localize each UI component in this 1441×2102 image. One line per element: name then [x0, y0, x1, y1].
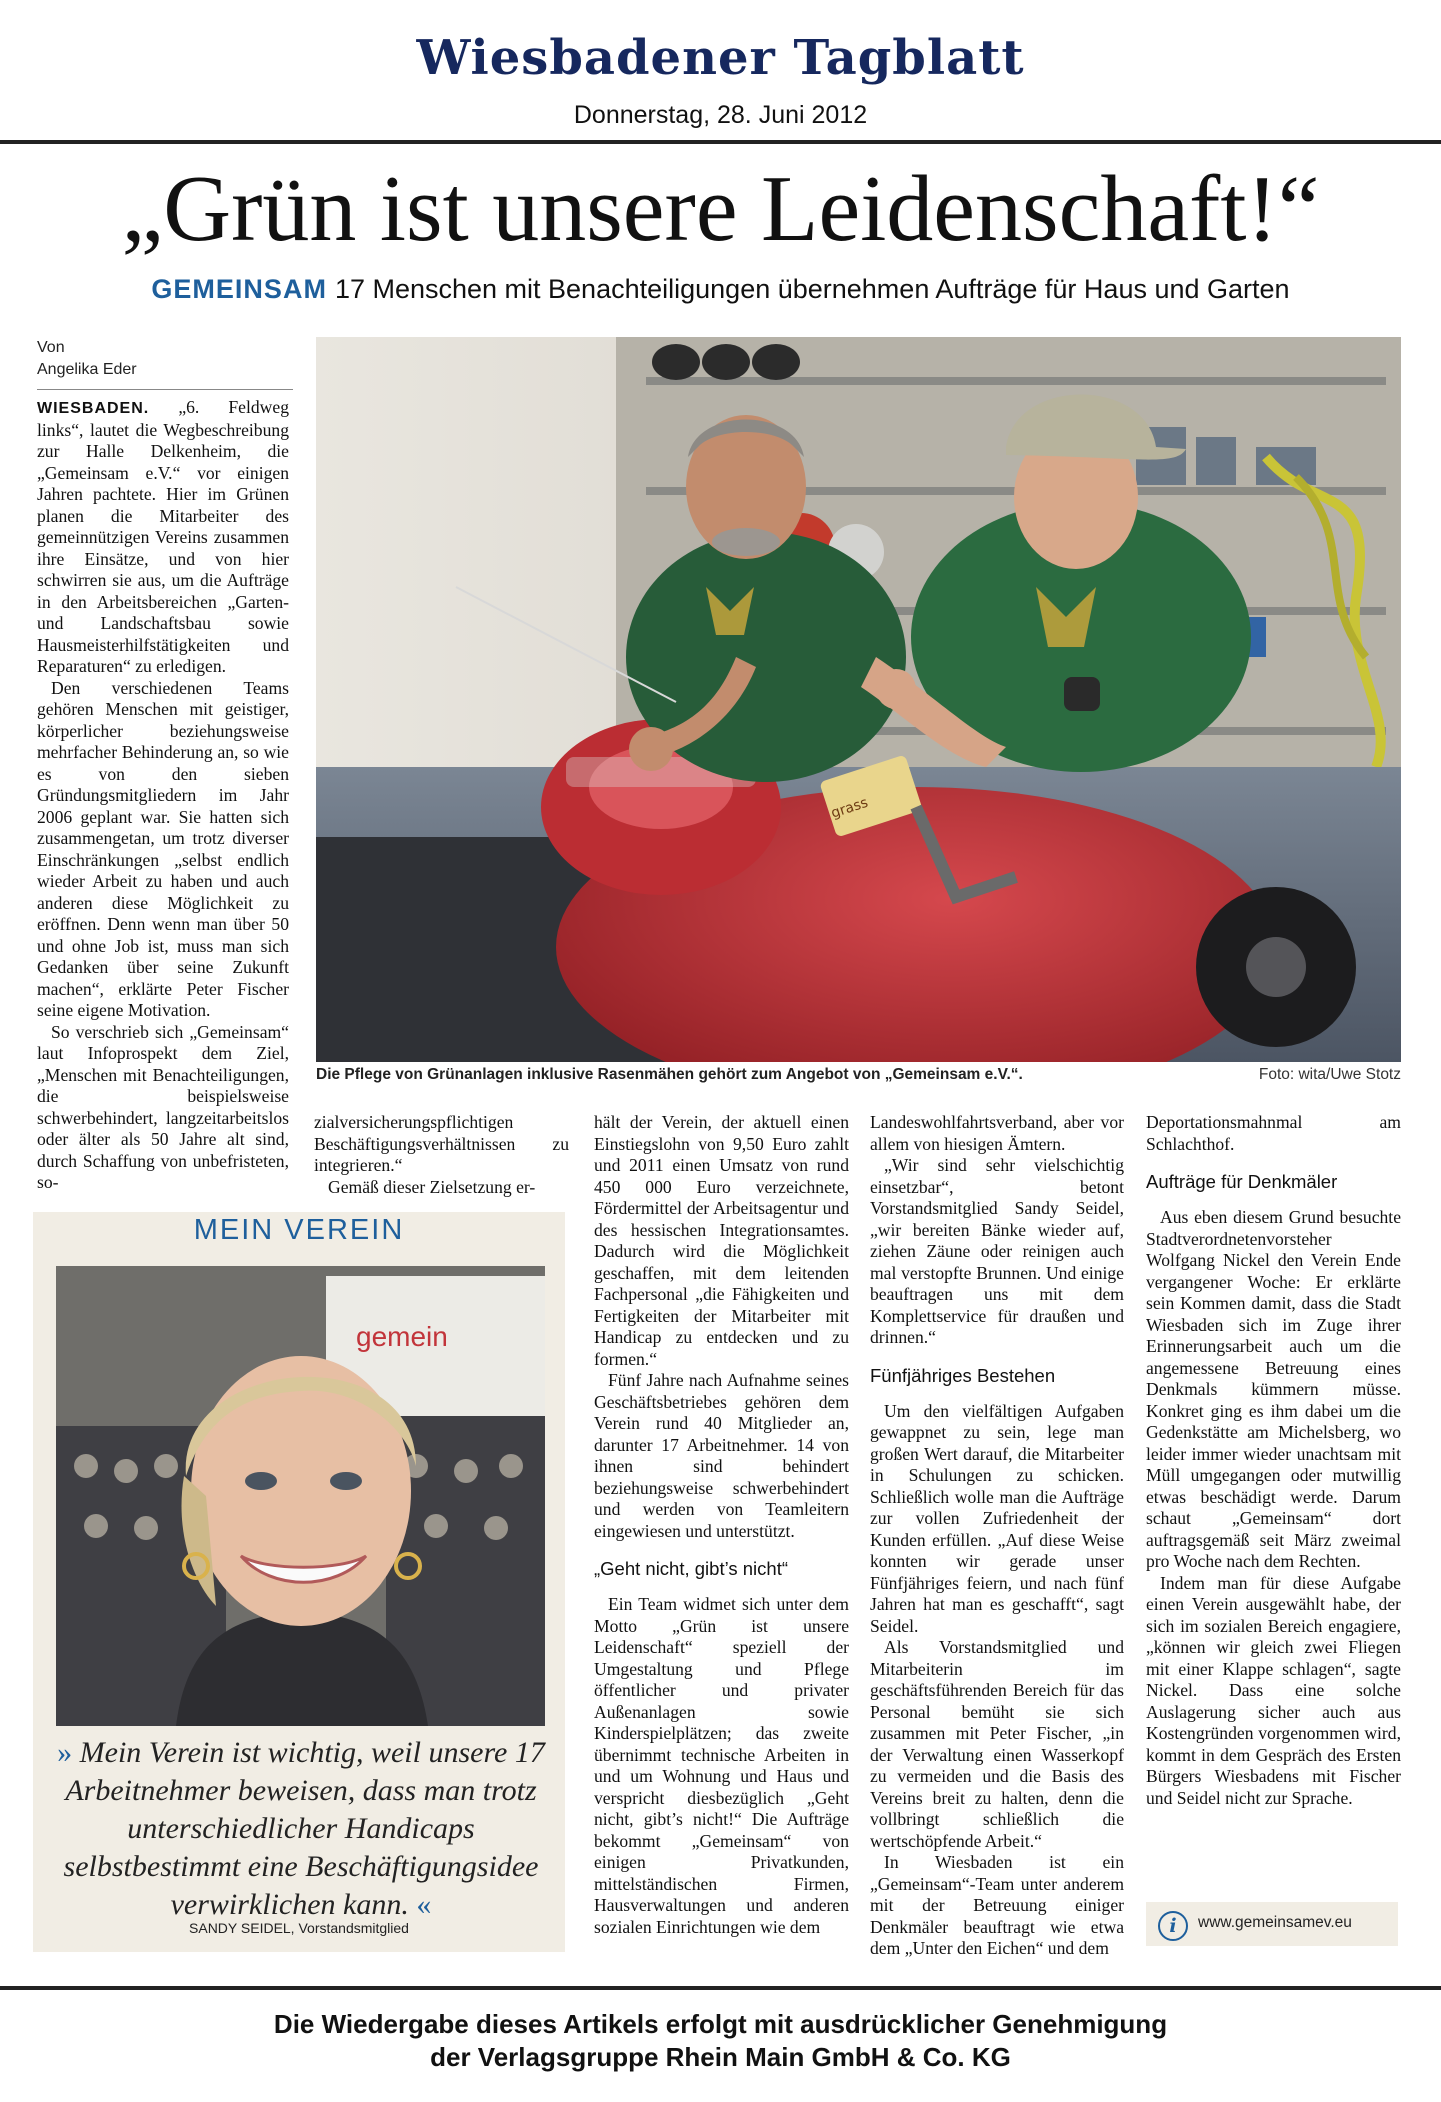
article-paragraph: Als Vorstandsmitglied und Mitarbeiterin im geschäftsführenden Bereich für das Personal bemüht sie sich zusammen mit Peter Fischer, „in der Verwaltung einen Wasserkopf zu vermeiden und die Basis des Vereins breit zu halten, denn die vollbringt schließlich die wertschöpfende Arbeit.“	[870, 1637, 1124, 1851]
website-link[interactable]: www.gemeinsamev.eu	[1198, 1914, 1352, 1931]
byline-prefix: Von	[37, 339, 65, 356]
article-paragraph: Ein Team widmet sich unter dem Motto „Grün ist unsere Leidenschaft“ speziell der Umgestaltung und Pflege öffentlicher und privater Außenanlagen sowie Kinderspielplätzen; das zweite übernimmt technische Arbeiten in und um Wohnung und Haus und verspricht diesbezüglich „Geht nicht, gibt’s nicht!“ Die Aufträge bekommt „Gemeinsam“ von einigen Privatkunden, mittelständischen Firmen, Hausverwaltungen und anderen sozialen Einrichtungen wie dem	[594, 1594, 849, 1937]
quote-text: Mein Verein ist wichtig, weil unsere 17 Arbeitnehmer beweisen, dass man trotz unterschiedlicher Handicaps selbstbestimmt eine Beschäftigungsidee verwirklichen kann.	[63, 1736, 545, 1921]
caption-text: Die Pflege von Grünanlagen inklusive Rasenmähen gehört zum Angebot von „Gemeinsam e.V.“.	[316, 1066, 1023, 1083]
article-paragraph: In Wiesbaden ist ein „Gemeinsam“-Team unter anderem mit der Betreuung einiger Denkmäler beauftragt wie etwa dem „Unter den Eichen“ und dem	[870, 1852, 1124, 1958]
info-box	[1146, 1902, 1398, 1946]
article-paragraph: Gemäß dieser Zielsetzung er-	[328, 1176, 536, 1197]
article-paragraph: Indem man für diese Aufgabe einen Verein ausgewählt habe, der sich im sozialen Bereich engagiere, „können wir gleich zwei Fliegen mit einer Klappe schlagen“, sagte Nickel. Dass eine solche Auslagerung sicher auch aus Kostengründen vorgenommen wird, kommt in dem Gespräch des Ersten Bürgers Wiesbadens mit Fischer und Seidel nicht zur Sprache.	[1146, 1572, 1401, 1808]
portrait-sandy-seidel	[56, 1266, 545, 1726]
article-paragraph: Landeswohlfahrtsverband, aber vor allem von hiesigen Ämtern.	[870, 1112, 1124, 1154]
headline: „Grün ist unsere Leidenschaft!“	[121, 157, 1320, 261]
quote-open-mark: »	[57, 1736, 73, 1769]
portrait-photo	[56, 1266, 545, 1726]
kicker: GEMEINSAM	[151, 274, 327, 304]
reprint-notice	[0, 2008, 1441, 2074]
photo-mower-repair	[316, 337, 1401, 1062]
article-paragraph: „Wir sind sehr vielschichtig einsetzbar“, betont Vorstandsmitglied Sandy Seidel, „wir bereiten Bänke wieder auf, ziehen Zäune oder reinigen auch mal verstopfte Brunnen. Und einige beauftragen uns mit dem Komplettservice für draußen und drinnen.“	[870, 1155, 1124, 1347]
quote-author: SANDY SEIDEL, Vorstandsmitglied	[189, 1920, 409, 1936]
article-paragraph: Um den vielfältigen Aufgaben gewappnet zu sein, lege man großen Wert darauf, die Mitarbeiter in Schulungen zu schicken. Schließlich wolle man die Aufträge zur vollen Zufriedenheit der Kunden erfüllen. „Auf diese Weise konnten wir gerade unser Fünfjähriges feiern, und nach fünf Jahren hat man es geschafft“, sagt Seidel.	[870, 1400, 1124, 1636]
article-paragraph: zialversicherungspflichtigen Beschäftigungsverhältnissen zu integrieren.“	[314, 1112, 569, 1175]
quote-close-mark: «	[416, 1888, 432, 1921]
article-paragraph: Den verschiedenen Teams gehören Menschen mit geistiger, körperlicher beziehungsweise mehrfacher Behinderung an, so wie es von den sieben Gründungsmitgliedern im Jahr 2006 geplant war. Sie hatten sich zusammengetan, um trotz diverser Einschränkungen „selbst endlich wieder Arbeit zu haben und auch anderen diese Möglichkeit zu eröffnen. Denn wenn man über 50 und ohne Job ist, muss man sich Gedanken über seine Zukunft machen“, erklärte Peter Fischer seine eigene Motivation.	[37, 677, 289, 1020]
byline-author: Angelika Eder	[37, 361, 137, 378]
section-heading: Aufträge für Denkmäler	[1146, 1171, 1338, 1192]
article-column-1	[37, 397, 289, 1194]
article-paragraph: So verschrieb sich „Gemeinsam“ laut Infoprospekt dem Ziel, „Menschen mit Benachteiligungen, die beispielsweise schwerbehindert, langzeitarbeitslos oder älter als 50 Jahre alt sind, durch Schaffung von unbefristeten, so-	[37, 1021, 289, 1192]
article-paragraph: Deportationsmahnmal am Schlachthof.	[1146, 1112, 1401, 1154]
photo-credit: Foto: wita/Uwe Stotz	[1258, 1066, 1401, 1083]
article-column-5	[1146, 1112, 1401, 1809]
article-paragraph: Fünf Jahre nach Aufnahme seines Geschäftsbetriebes gehören dem Verein rund 40 Mitglieder an, darunter 17 Arbeitnehmer. 14 von ihnen sind behindert beziehungsweise schwerbehindert und werden von Teamleitern eingewiesen und unterstützt.	[594, 1370, 849, 1541]
subhead-text: 17 Menschen mit Benachteiligungen übernehmen Aufträge für Haus und Garten	[334, 274, 1290, 304]
box-title: MEIN VEREIN	[193, 1214, 405, 1246]
banner-text: gemein	[356, 1321, 448, 1352]
dateline: WIESBADEN.	[37, 400, 150, 417]
article-column-4	[870, 1112, 1124, 1960]
bottom-rule	[0, 1986, 1441, 1990]
mower-label: grass	[829, 794, 871, 822]
article-paragraph: Aus eben diesem Grund besuchte Stadtverordnetenvorsteher Wolfgang Nickel den Verein Ende vergangener Woche: Er erklärte sein Kommen damit, dass die Stadt Wiesbaden sich im Zuge ihrer Erinnerungsarbeit auch um die angemessene Betreuung eines Denkmals kümmern müsse. Konkret ging es ihm dabei um die Gedenkstätte am Michelsberg, wo leider immer wieder unachtsam mit Müll umgegangen oder mutwillig etwas beschädigt werde. Darum schaut „Gemeinsam“ dort auftragsgemäß seit März zweimal pro Woche nach dem Rechten.	[1146, 1207, 1401, 1571]
photo-caption	[316, 1066, 1401, 1090]
pull-quote	[53, 1734, 549, 1924]
info-icon: i	[1158, 1911, 1188, 1941]
article-column-2	[314, 1112, 569, 1198]
top-rule	[0, 140, 1441, 144]
reprint-line-1: Die Wiedergabe dieses Artikels erfolgt mit ausdrücklicher Genehmigung	[273, 2009, 1168, 2039]
main-photo	[316, 337, 1401, 1062]
subheadline	[0, 274, 1441, 305]
article-paragraph: WIESBADEN. „6. Feldweg links“, lautet die Wegbeschreibung zur Halle Delkenheim, die „Gemeinsam e.V.“ vor einigen Jahren pachtete. Hier im Grünen planen die Mitarbeiter des gemeinnützigen Vereins zusammen ihre Einsätze, und von hier schwirren sie aus, um die Aufträge in den Arbeitsbereichen „Garten- und Landschaftsbau sowie Hausmeisterhilfstätigkeiten und Reparaturen“ zu erledigen.	[37, 397, 289, 676]
article-column-3	[594, 1112, 849, 1938]
article-paragraph: hält der Verein, der aktuell einen Einstiegslohn von 9,50 Euro zahlt und 2011 einen Umsatz von rund 450 000 Euro verzeichnete, Fördermittel der Arbeitsagentur und des hessischen Integrationsamtes. Dadurch wird die Möglichkeit geschaffen, mit dem leitenden Fachpersonal „die Fähigkeiten und Fertigkeiten der Mitarbeiter mit Handicap zu entdecken und zu formen.“	[594, 1112, 849, 1369]
masthead: Wiesbadener Tagblatt	[416, 30, 1025, 86]
byline	[37, 337, 293, 390]
mein-verein-box	[33, 1212, 565, 1952]
section-heading: Fünfjähriges Bestehen	[870, 1364, 1056, 1386]
section-heading: „Geht nicht, gibt’s nicht“	[594, 1558, 788, 1579]
reprint-line-2: der Verlagsgruppe Rhein Main GmbH & Co. KG	[430, 2042, 1011, 2072]
publication-date: Donnerstag, 28. Juni 2012	[573, 101, 868, 129]
